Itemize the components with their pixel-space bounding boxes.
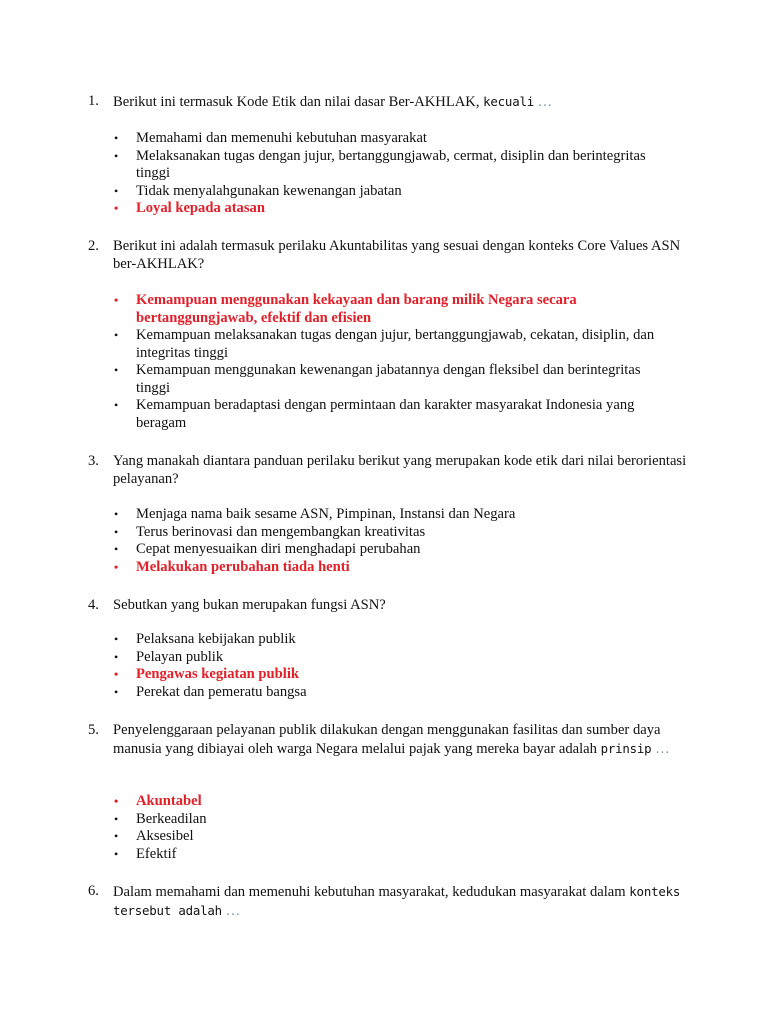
bullet-icon: • — [114, 398, 119, 412]
question-number: 1. — [88, 93, 99, 109]
option-item: • Perekat dan pemeratu bangsa — [114, 683, 307, 700]
option-item-correct: • Akuntabel — [114, 793, 202, 809]
option-item: • Menjaga nama baik sesame ASN, Pimpinan, Instansi dan Negara — [114, 506, 516, 522]
question-text-tail: kecuali — [483, 94, 534, 109]
option-item: • Kemampuan menggunakan kewenangan jabatannya dengan fleksibel dan berintegritas tinggi — [114, 362, 641, 396]
option-item: • Memahami dan memenuhi kebutuhan masyarakat — [114, 130, 427, 146]
bullet-icon: • — [114, 829, 119, 843]
question-text: Berikut ini termasuk Kode Etik dan nilai dasar Ber-AKHLAK, kecuali … — [113, 94, 553, 110]
bullet-icon: • — [114, 507, 119, 521]
question-text: Dalam memahami dan memenuhi kebutuhan masyarakat, kedudukan masyarakat dalam konteks tersebut adalah … — [113, 884, 681, 919]
bullet-icon: • — [114, 148, 119, 163]
option-item: • Kemampuan melaksanakan tugas dengan jujur, bertanggungjawab, cekatan, disiplin, dan integritas tinggi — [114, 327, 655, 361]
option-item: • Terus berinovasi dan mengembangkan kreativitas — [114, 523, 426, 540]
option-item: • Tidak menyalahgunakan kewenangan jabatan — [114, 182, 402, 199]
bullet-icon: • — [114, 328, 119, 342]
option-item: • Pelaksana kebijakan publik — [114, 631, 296, 647]
question-text: Berikut ini adalah termasuk perilaku Akuntabilitas yang sesuai dengan konteks Core Values ASN ber-AKHLAK? — [113, 238, 681, 272]
option-item: • Aksesibel — [114, 828, 194, 844]
question-number: 2. — [88, 238, 99, 254]
bullet-icon: • — [114, 632, 119, 646]
question-number: 5. — [88, 722, 99, 738]
bullet-icon: • — [114, 542, 119, 556]
question-text-tail: prinsip — [600, 740, 652, 756]
bullet-icon: • — [114, 201, 119, 215]
bullet-icon: • — [114, 363, 119, 377]
bullet-icon: • — [114, 846, 119, 861]
option-item-correct: • Pengawas kegiatan publik — [114, 666, 300, 682]
question-text: Sebutkan yang bukan merupakan fungsi ASN? — [113, 597, 386, 613]
question-number: 6. — [88, 883, 99, 899]
question-number: 3. — [88, 453, 99, 469]
option-item-correct: • Kemampuan menggunakan kekayaan dan barang milik Negara secara bertanggungjawab, efektif dan efisien — [114, 292, 577, 326]
option-item: • Kemampuan beradaptasi dengan permintaan dan karakter masyarakat Indonesia yang beragam — [114, 397, 635, 431]
option-item: • Pelayan publik — [114, 648, 224, 665]
ellipsis: … — [537, 94, 553, 110]
bullet-icon: • — [114, 667, 119, 681]
bullet-icon: • — [114, 649, 119, 664]
question-text: Yang manakah diantara panduan perilaku berikut yang merupakan kode etik dari nilai berorientasi pelayanan? — [113, 453, 687, 487]
option-item: • Efektif — [114, 845, 177, 862]
options-list-5 — [88, 793, 688, 863]
bullet-icon: • — [114, 183, 119, 198]
question-text-tail: konteks tersebut adalah — [113, 884, 681, 918]
options-list-2 — [88, 292, 688, 432]
bullet-icon: • — [114, 684, 119, 699]
question-number: 4. — [88, 597, 99, 613]
options-list-3 — [88, 506, 688, 576]
bullet-icon: • — [114, 524, 119, 539]
option-item-correct: • Loyal kepada atasan — [114, 200, 265, 216]
ellipsis: … — [655, 740, 670, 757]
option-item: • Berkeadilan — [114, 810, 207, 827]
option-item: • Melaksanakan tugas dengan jujur, bertanggungjawab, cermat, disiplin dan berintegritas tinggi — [114, 147, 646, 181]
ellipsis: … — [225, 902, 241, 919]
bullet-icon: • — [114, 293, 119, 307]
option-item: • Cepat menyesuaikan diri menghadapi perubahan — [114, 541, 421, 557]
options-list-1 — [88, 130, 688, 218]
question-text: Penyelenggaraan pelayanan publik dilakukan dengan menggunakan fasilitas dan sumber daya manusia yang dibiayai oleh warga Negara melalui pajak yang mereka bayar adalah prinsip … — [113, 722, 670, 757]
bullet-icon: • — [114, 131, 119, 145]
bullet-icon: • — [114, 794, 119, 808]
bullet-icon: • — [114, 811, 119, 826]
option-item-correct: • Melakukan perubahan tiada henti — [114, 558, 350, 575]
options-list-4 — [88, 631, 688, 701]
bullet-icon: • — [114, 559, 119, 574]
